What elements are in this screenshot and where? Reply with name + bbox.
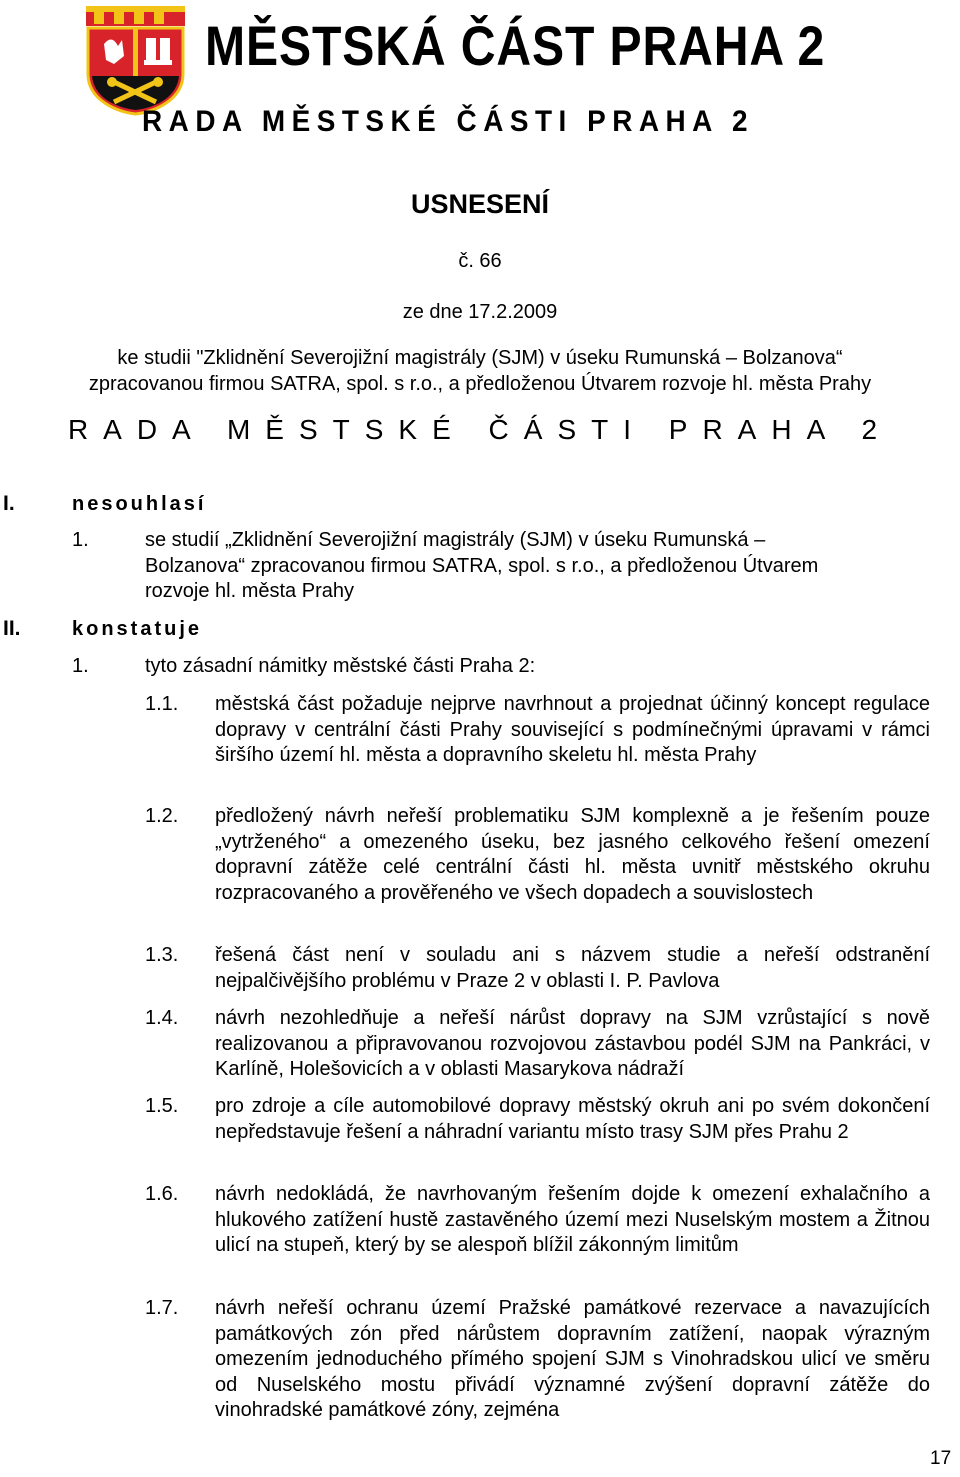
subitem-text: návrh neřeší ochranu území Pražské památkové rezervace a navazujících památkových zón před nárůstem dopravním zatížení, naopak výrazným omezením jednoduchého přímého spojení SJM s Vinohradskou ulicí ve směru od Nuselského mostu přivádí významné zvýšení dopravní zátěže do vinohradské památkové zóny, zejména xyxy=(215,1297,930,1421)
subitem-number: 1.4. xyxy=(145,1007,179,1029)
subitem-text: návrh nezohledňuje a neřeší nárůst dopravy na SJM vzrůstající s nově realizovanou a připravovanou rozvojovou zástavbou podél SJM na Pankráci, v Karlíně, Holešovicích a v oblasti Masarykova nádraží xyxy=(215,1007,930,1080)
page-number: 17 xyxy=(930,1448,952,1469)
subitem-text: řešená část není v souladu ani s názvem studie a neřeší odstranění nejpalčivějšího problému v Praze 2 v oblasti I. P. Pavlova xyxy=(215,944,930,992)
section-2-item-text: tyto zásadní námitky městské části Praha 2: xyxy=(145,655,536,677)
section-1-item-text xyxy=(145,528,818,605)
subject-line-2: zpracovanou firmou SATRA, spol. s r.o., a předloženou Útvarem rozvoje hl. města Prahy xyxy=(88,373,872,395)
section-1-numeral: I. xyxy=(3,492,15,515)
subitem-number: 1.2. xyxy=(145,805,179,827)
subitem-text: návrh nedokládá, že navrhovaným řešením dojde k omezení exhalačního a hlukového zatížení hustě zastavěného území mezi Nuselským mostem a Žitnou ulicí na stupeň, který by se alespoň blížil zákonným limitům xyxy=(215,1183,930,1256)
section-2-numeral: II. xyxy=(3,617,21,640)
subject-line-1: ke studii "Zklidnění Severojižní magistrály (SJM) v úseku Rumunská – Bolzanova“ xyxy=(117,347,843,369)
section-2-item-number: 1. xyxy=(72,655,89,677)
section-1-verb: nesouhlasí xyxy=(72,493,207,515)
document-date: ze dne 17.2.2009 xyxy=(402,301,558,323)
text-line: se studií „Zklidnění Severojižní magistrály (SJM) v úseku Rumunská – xyxy=(145,529,766,551)
subitem-text: předložený návrh neřeší problematiku SJM komplexně a je řešením pouze „vytrženého“ a omezeného úseku, bez jasného celkového řešení omezení dopravní zátěže celé centrální části hl. města uvnitř městského okruhu rozpracovaného a prověřeného ve všech dopadech a souvislostech xyxy=(215,805,930,904)
document-number: č. 66 xyxy=(458,250,502,272)
subitem-number: 1.7. xyxy=(145,1297,179,1319)
subitem-number: 1.5. xyxy=(145,1095,179,1117)
subitem-number: 1.6. xyxy=(145,1183,179,1205)
logo-subtitle: RADA MĚSTSKÉ ČÁSTI PRAHA 2 xyxy=(142,105,755,138)
logo-title: MĚSTSKÁ ČÁST PRAHA 2 xyxy=(205,14,826,77)
subitem-number: 1.3. xyxy=(145,944,179,966)
subitem-text: městská část požaduje nejprve navrhnout a projednat účinný koncept regulace dopravy v centrální části Prahy související s podmínečnými úpravami v rámci širšího území hl. města a dopravního skeletu hl. města Prahy xyxy=(215,693,930,766)
text-line: Bolzanova“ zpracovanou firmou SATRA, spol. s r.o., a předloženou Útvarem xyxy=(145,554,819,577)
document-subject xyxy=(0,345,960,397)
subitem-text: pro zdroje a cíle automobilové dopravy městský okruh ani po svém dokončení nepředstavuje řešení a náhradní variantu místo trasy SJM přes Prahu 2 xyxy=(215,1095,930,1143)
text-line: rozvoje hl. města Prahy xyxy=(145,580,354,602)
section-2-verb: konstatuje xyxy=(72,618,203,640)
section-1-item-number: 1. xyxy=(72,529,89,551)
council-heading: RADA MĚSTSKÉ ČÁSTI PRAHA 2 xyxy=(67,414,893,445)
coat-of-arms-icon xyxy=(84,4,187,116)
subitem-number: 1.1. xyxy=(145,693,179,715)
document-title: USNESENÍ xyxy=(410,189,550,219)
